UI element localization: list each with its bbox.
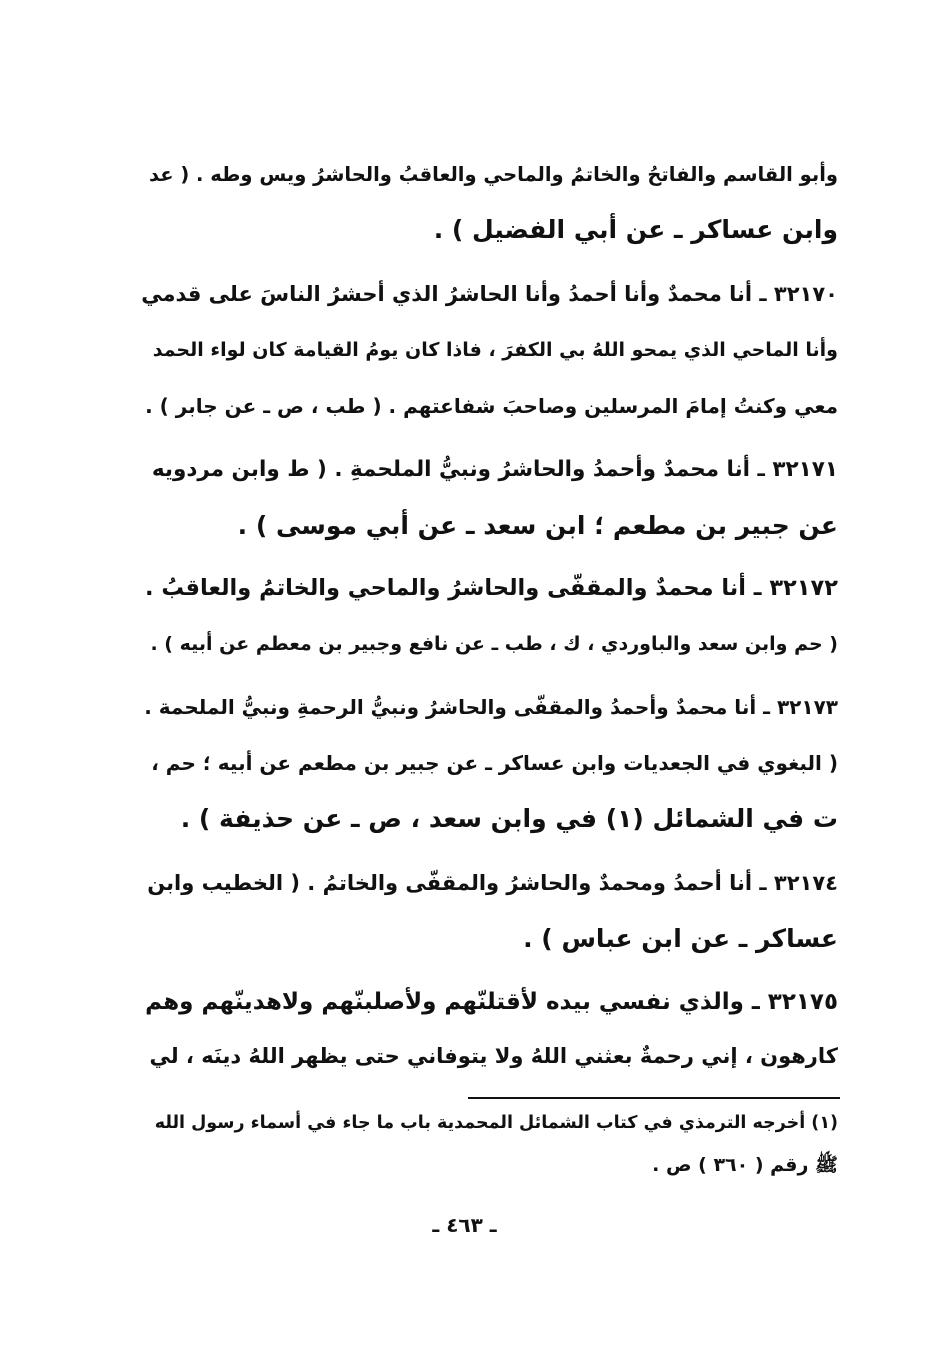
footnote-divider	[468, 1097, 840, 1099]
text-line: ( حم وابن سعد والباوردي ، ك ، طب ـ عن نافع وجبير بن معطم عن أبيه ) .	[150, 633, 838, 655]
footnote-line: ﷺ رقم ( ٣٦٠ ) ص .	[652, 1154, 838, 1176]
page-number: ـ ٤٦٣ ـ	[432, 1213, 497, 1237]
text-line: ٣٢١٧١ ـ أنا محمدٌ وأحمدُ والحاشرُ ونبيُّ الملحمةِ . ( ط وابن مردويه	[151, 457, 838, 482]
text-line: معي وكنتُ إمامَ المرسلين وصاحبَ شفاعتهم . ( طب ، ص ـ عن جابر ) .	[145, 394, 838, 418]
text-line: ت في الشمائل (١) في وابن سعد ، ص ـ عن حذيفة ) .	[180, 804, 838, 833]
footnote-line: (١) أخرجه الترمذي في كتاب الشمائل المحمدية باب ما جاء في أسماء رسول الله	[154, 1113, 838, 1133]
footnote	[138, 1108, 838, 1188]
text-line: ٣٢١٧٣ ـ أنا محمدٌ وأحمدُ والمقفّى والحاشرُ ونبيُّ الرحمةِ ونبيُّ الملحمة .	[144, 695, 838, 719]
text-line: ٣٢١٧٤ ـ أنا أحمدُ ومحمدٌ والحاشرُ والمقفّى والخاتمُ . ( الخطيب وابن	[147, 871, 838, 895]
text-line: ٣٢١٧٥ ـ والذي نفسي بيده لأقتلنّهم ولأصلبنّهم ولاهدينّهم وهم	[145, 989, 838, 1015]
text-line: عساكر ـ عن ابن عباس ) .	[523, 924, 838, 953]
text-line: ٣٢١٧٢ ـ أنا محمدٌ والمقفّى والحاشرُ والماحي والخاتمُ والعاقبُ .	[145, 575, 838, 601]
text-line: وأبو القاسم والفاتحُ والخاتمُ والماحي والعاقبُ والحاشرُ ويس وطه . ( عد	[148, 163, 838, 186]
text-line: وابن عساكر ـ عن أبي الفضيل ) .	[433, 215, 838, 244]
main-text	[138, 150, 838, 1068]
text-line: عن جبير بن مطعم ؛ ابن سعد ـ عن أبي موسى ) .	[237, 511, 838, 540]
text-line: كارهون ، إني رحمةٌ بعثني اللهُ ولا يتوفاني حتى يظهر اللهُ دينَه ، لي	[149, 1044, 838, 1068]
text-line: وأنا الماحي الذي يمحو اللهُ بي الكفرَ ، فاذا كان يومُ القيامة كان لواء الحمد	[152, 339, 838, 361]
text-line: ( البغوي في الجعديات وابن عساكر ـ عن جبير بن مطعم عن أبيه ؛ حم ،	[151, 751, 838, 775]
text-line: ٣٢١٧٠ ـ أنا محمدٌ وأنا أحمدُ وأنا الحاشرُ الذي أحشرُ الناسَ على قدمي	[141, 282, 838, 306]
